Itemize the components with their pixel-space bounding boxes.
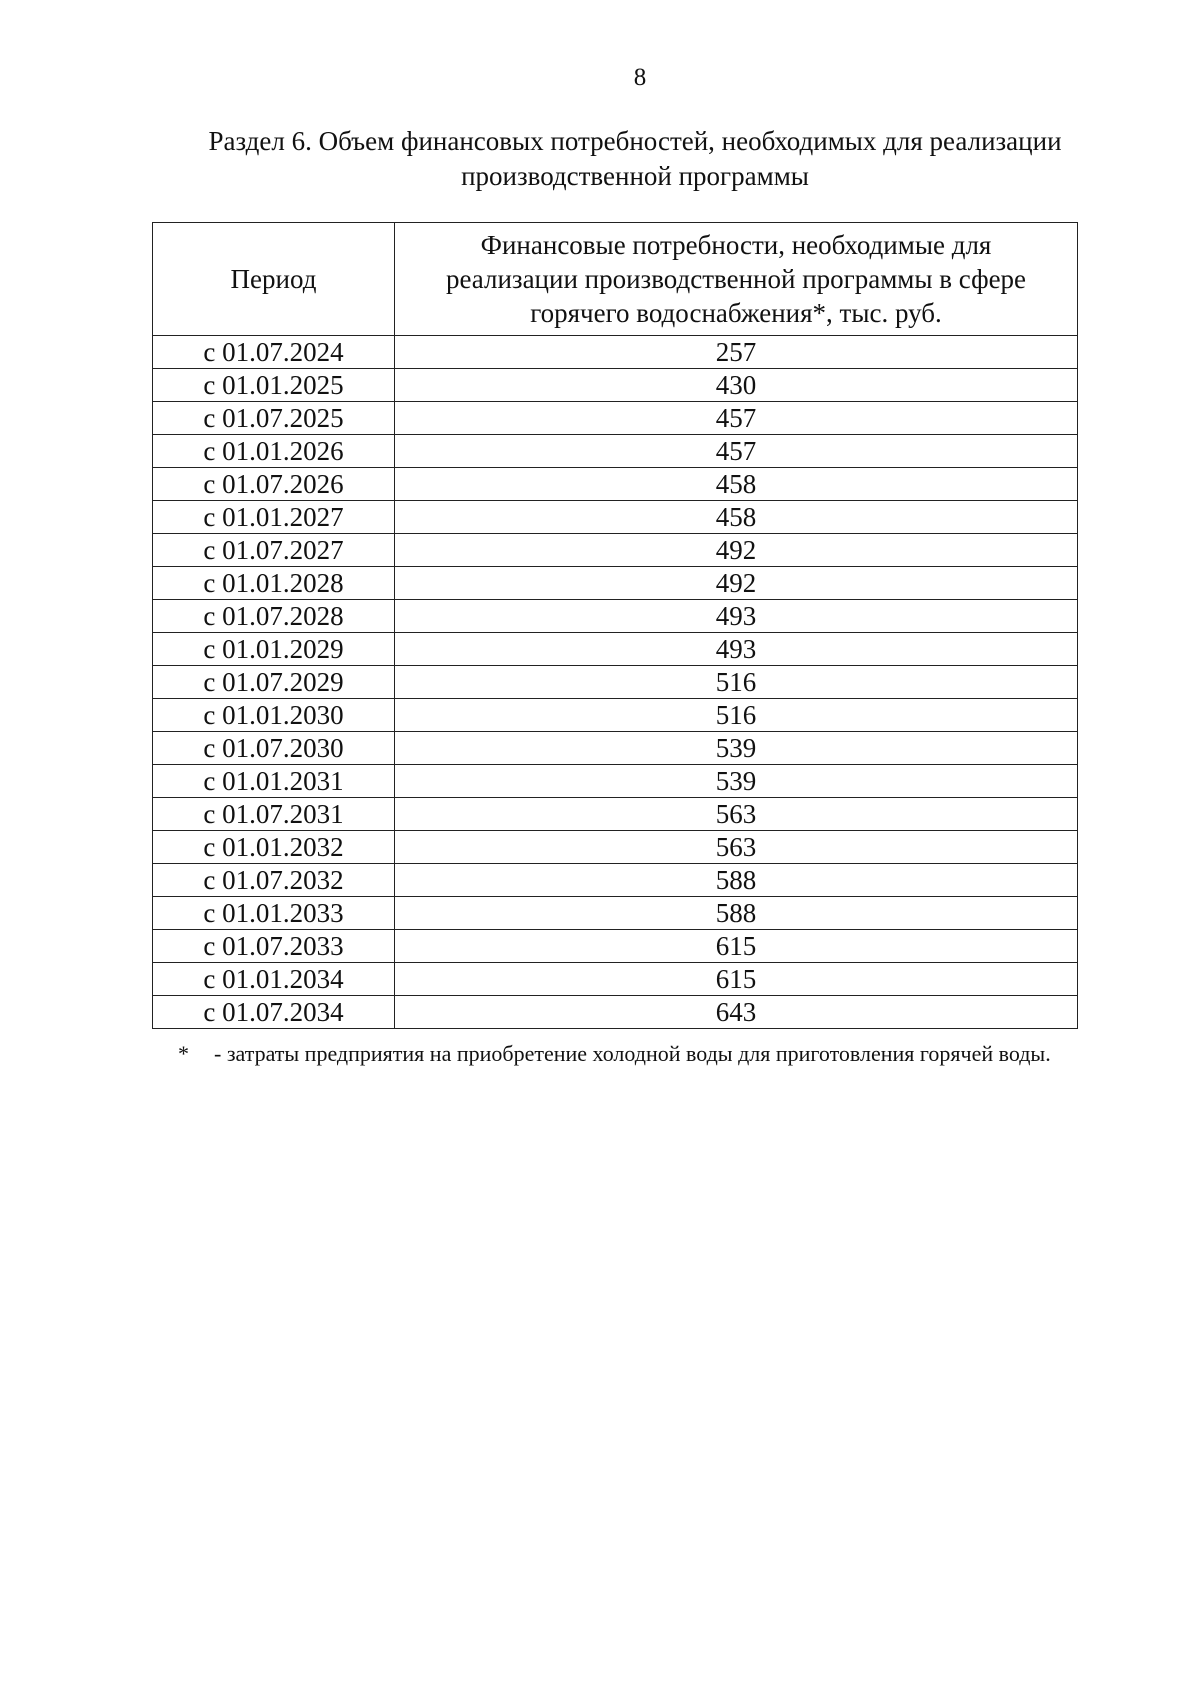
table-row <box>153 798 1078 831</box>
table-row <box>153 864 1078 897</box>
value-cell: 539 <box>395 765 1078 798</box>
footnote-marker: * <box>178 1041 189 1066</box>
period-cell: с 01.01.2025 <box>153 369 395 402</box>
table-row <box>153 336 1078 369</box>
table-row <box>153 468 1078 501</box>
table-row <box>153 567 1078 600</box>
header-financial-needs-line-1: Финансовые потребности, необходимые для <box>480 230 992 260</box>
table-row <box>153 897 1078 930</box>
period-cell: с 01.07.2029 <box>153 666 395 699</box>
period-cell: с 01.07.2030 <box>153 732 395 765</box>
value-cell: 492 <box>395 567 1078 600</box>
value-cell: 516 <box>395 699 1078 732</box>
table-row <box>153 765 1078 798</box>
header-financial-needs <box>395 223 1078 336</box>
header-period: Период <box>153 223 395 336</box>
table-body <box>153 336 1078 1029</box>
table-row <box>153 501 1078 534</box>
period-cell: с 01.07.2028 <box>153 600 395 633</box>
period-cell: с 01.07.2024 <box>153 336 395 369</box>
period-cell: с 01.07.2033 <box>153 930 395 963</box>
header-financial-needs-line-2: реализации производственной программы в сфере <box>445 264 1027 294</box>
period-cell: с 01.07.2025 <box>153 402 395 435</box>
value-cell: 257 <box>395 336 1078 369</box>
footnote-text: - затраты предприятия на приобретение холодной воды для приготовления горячей воды. <box>214 1041 1051 1066</box>
period-cell: с 01.01.2029 <box>153 633 395 666</box>
table-row <box>153 435 1078 468</box>
period-cell: с 01.01.2034 <box>153 963 395 996</box>
table-header-row <box>153 223 1078 336</box>
value-cell: 492 <box>395 534 1078 567</box>
value-cell: 643 <box>395 996 1078 1029</box>
value-cell: 458 <box>395 468 1078 501</box>
financial-needs-table <box>152 222 1078 1029</box>
period-cell: с 01.07.2032 <box>153 864 395 897</box>
header-financial-needs-line-3: горячего водоснабжения*, тыс. руб. <box>530 298 942 328</box>
table-row <box>153 534 1078 567</box>
table-row <box>153 831 1078 864</box>
table-row <box>153 963 1078 996</box>
section-title-line-2: производственной программы <box>461 161 809 191</box>
table-row <box>153 996 1078 1029</box>
value-cell: 563 <box>395 831 1078 864</box>
section-title <box>185 124 1085 194</box>
period-cell: с 01.07.2031 <box>153 798 395 831</box>
table-row <box>153 402 1078 435</box>
value-cell: 457 <box>395 435 1078 468</box>
page-number: 8 <box>633 64 647 91</box>
table-row <box>153 930 1078 963</box>
period-cell: с 01.07.2027 <box>153 534 395 567</box>
section-title-line-1: Раздел 6. Объем финансовых потребностей, необходимых для реализации <box>208 126 1062 156</box>
period-cell: с 01.01.2027 <box>153 501 395 534</box>
period-cell: с 01.01.2032 <box>153 831 395 864</box>
value-cell: 588 <box>395 864 1078 897</box>
value-cell: 588 <box>395 897 1078 930</box>
footnote <box>178 1037 1100 1071</box>
period-cell: с 01.07.2026 <box>153 468 395 501</box>
value-cell: 493 <box>395 600 1078 633</box>
value-cell: 457 <box>395 402 1078 435</box>
period-cell: с 01.01.2028 <box>153 567 395 600</box>
table-row <box>153 666 1078 699</box>
table-row <box>153 633 1078 666</box>
period-cell: с 01.07.2034 <box>153 996 395 1029</box>
table-row <box>153 369 1078 402</box>
value-cell: 430 <box>395 369 1078 402</box>
value-cell: 458 <box>395 501 1078 534</box>
period-cell: с 01.01.2026 <box>153 435 395 468</box>
period-cell: с 01.01.2030 <box>153 699 395 732</box>
value-cell: 493 <box>395 633 1078 666</box>
value-cell: 563 <box>395 798 1078 831</box>
value-cell: 615 <box>395 963 1078 996</box>
value-cell: 516 <box>395 666 1078 699</box>
table-row <box>153 600 1078 633</box>
value-cell: 615 <box>395 930 1078 963</box>
period-cell: с 01.01.2033 <box>153 897 395 930</box>
table-row <box>153 699 1078 732</box>
value-cell: 539 <box>395 732 1078 765</box>
period-cell: с 01.01.2031 <box>153 765 395 798</box>
table-row <box>153 732 1078 765</box>
